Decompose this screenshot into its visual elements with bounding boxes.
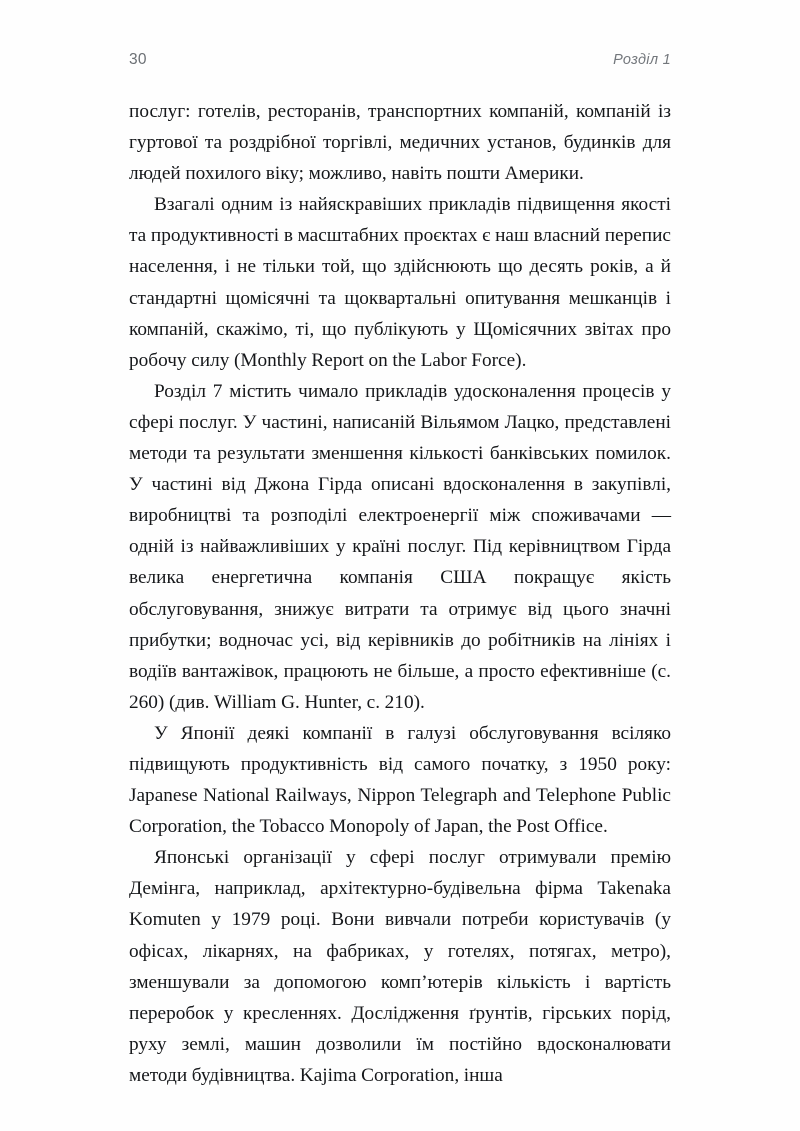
paragraph-1: послуг: готелів, ресторанів, транспортних компаній, компаній із гуртової та роздрібної торгівлі, медичних установ, будинків для людей похилого віку; можливо, навіть пошти Америки. [129, 101, 671, 185]
paragraph-5: Японські організації у сфері послуг отримували премію Демінга, наприклад, архітектурно-будівельна фірма Takenaka Komuten у 1979 році. Вони вивчали потреби користувачів (у офісах, лікарнях, на фабриках, у готелях, потягах, метро), зменшували за допомогою комп’ютерів кількість і вартість переробок у кресленнях. Дослідження ґрунтів, гірських порід, руху землі, машин дозволили їм постійно вдосконалювати методи будівництва. Kajima Corporation, інша [129, 847, 671, 1086]
paragraph-2: Взагалі одним із найяскравіших прикладів підвищення якості та продуктивності в масштабних проєктах є наш власний перепис населення, і не тільки той, що здійснюють що десять років, а й стандартні щомісячні та щоквартальні опитування мешканців і компаній, скажімо, ті, що публікують у Щомісячних звітах про робочу силу (Monthly Report on the Labor Force). [129, 194, 671, 371]
paragraph-4: У Японії деякі компанії в галузі обслуговування всіляко підвищують продуктивність від самого початку, з 1950 року: Japanese National Railways, Nippon Telegraph and Telephone Public Corporation, the Tobacco Monopoly of Japan, the Post Office. [129, 722, 671, 838]
body-text-block [129, 96, 671, 1091]
chapter-label: Розділ 1 [613, 52, 671, 68]
running-head [129, 52, 671, 74]
page-number: 30 [129, 51, 147, 68]
paragraph-3: Розділ 7 містить чимало прикладів удосконалення процесів у сфері послуг. У частині, написаній Вільямом Лацко, представлені методи та результати зменшення кількості банківських помилок. У частині від Джона Гірда описані вдосконалення в закупівлі, виробництві та розподілі електроенергії між споживачами — одній із найважливіших у країні послуг. Під керівництвом Гірда велика енергетична компанія США покращує якість обслуговування, знижує витрати та отримує від цього значні прибутки; водночас усі, від керівників до робітників на лініях і водіїв вантажівок, працюють не більше, а просто ефективніше (с. 260) (див. William G. Hunter, с. 210). [129, 380, 671, 713]
